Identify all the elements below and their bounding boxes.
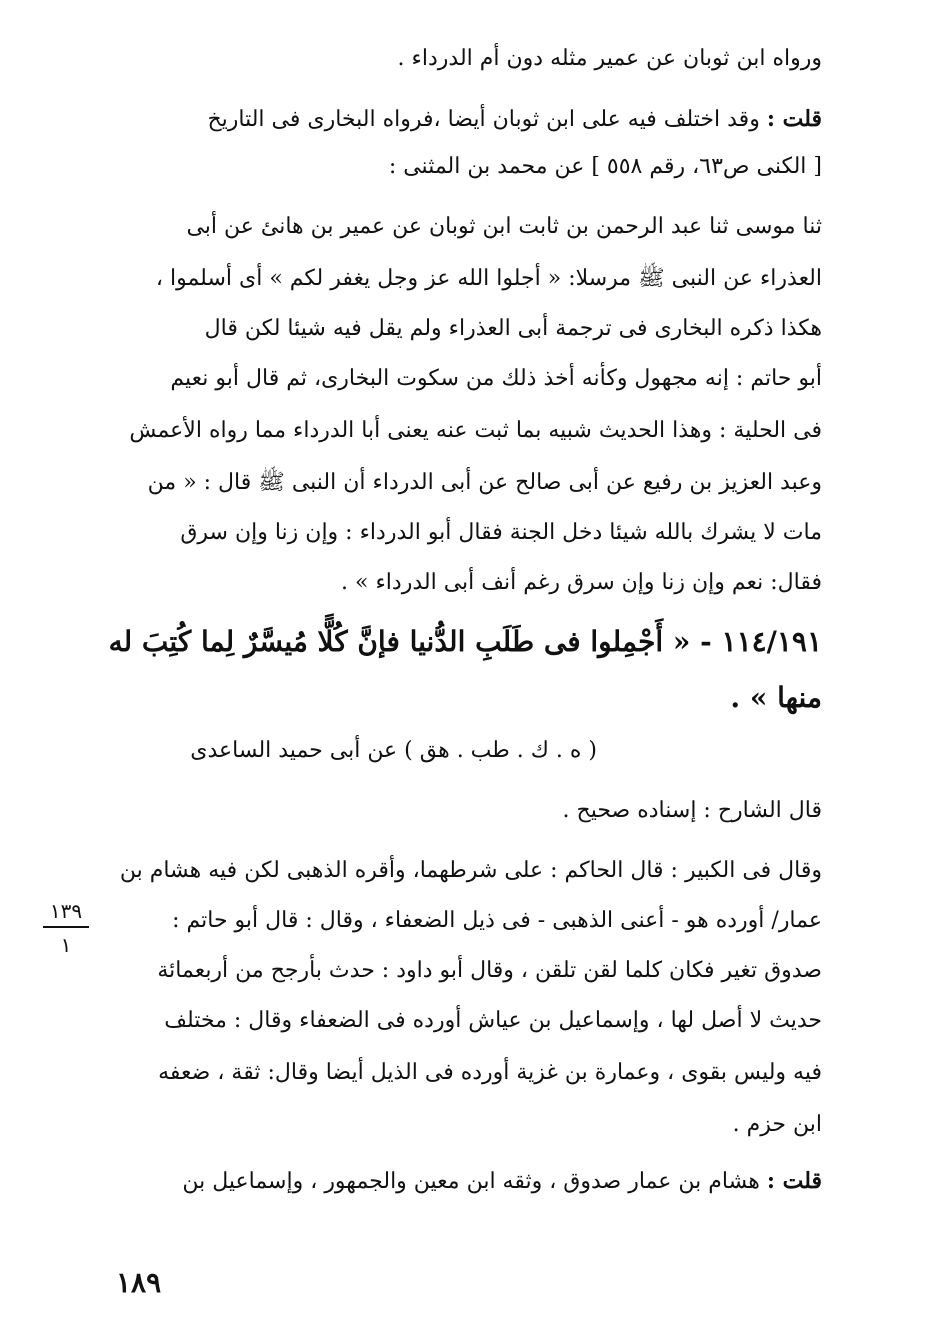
- text-line-5: العذراء عن النبى ﷺ مرسلا: « أجلوا الله عز وجل يغفر لكم » أى أسلموا ،: [155, 266, 822, 291]
- text-line-7: أبو حاتم : إنه مجهول وكأنه أخذ ذلك من سكوت البخارى، ثم قال أبو نعيم: [170, 366, 822, 391]
- text-line-1: ورواه ابن ثوبان عن عمير مثله دون أم الدرداء .: [397, 46, 822, 71]
- page-number: ١٨٩: [116, 1266, 162, 1299]
- text-line-2-body: وقد اختلف فيه على ابن ثوبان أيضا ،فرواه البخارى فى التاريخ: [207, 107, 760, 132]
- text-line-17: صدوق تغير فكان كلما لقن تلقن ، وقال أبو داود : حدث بأرجح من أربعمائة: [157, 958, 822, 983]
- text-line-21: [182, 1166, 822, 1197]
- text-line-3: [ الكنى ص٦٣، رقم ٥٥٨ ] عن محمد بن المثنى :: [388, 154, 822, 179]
- margin-page-top: ١٣٩: [49, 899, 83, 923]
- text-line-14: قال الشارح : إسناده صحيح .: [562, 798, 822, 823]
- text-line-21-body: هشام بن عمار صدوق ، وثقه ابن معين والجمهور ، وإسماعيل بن: [182, 1169, 760, 1194]
- text-line-15: وقال فى الكبير : قال الحاكم : على شرطهما، وأقره الذهبى لكن فيه هشام بن: [119, 858, 822, 883]
- text-line-9: وعبد العزيز بن رفيع عن أبى صالح عن أبى الدرداء أن النبى ﷺ قال : « من: [147, 470, 822, 495]
- text-line-18: حديث لا أصل لها ، وإسماعيل بن عياش أورده فى الضعفاء وقال : مختلف: [164, 1008, 822, 1033]
- text-line-10: مات لا يشرك بالله شيئا دخل الجنة فقال أبو الدرداء : وإن زنا وإن سرق: [180, 520, 822, 545]
- margin-page-reference: [36, 898, 96, 958]
- text-line-16: عمار/ أورده هو - أعنى الذهبى - فى ذيل الضعفاء ، وقال : قال أبو حاتم :: [172, 908, 822, 933]
- text-line-8: فى الحلية : وهذا الحديث شبيه بما ثبت عنه يعنى أبا الدرداء مما رواه الأعمش: [129, 418, 822, 443]
- qult-label-2: قلت :: [766, 1168, 822, 1194]
- text-line-4: ثنا موسى ثنا عبد الرحمن بن ثابت ابن ثوبان عن عمير بن هانئ عن أبى: [186, 214, 822, 239]
- text-line-2: [207, 104, 822, 135]
- text-line-20: ابن حزم .: [732, 1112, 822, 1137]
- hadith-line-2: منها » .: [730, 681, 822, 714]
- hadith-source: ( ه . ك . طب . هق ) عن أبى حميد الساعدى: [190, 738, 597, 763]
- text-line-19: فيه وليس بقوى ، وعمارة بن غزية أورده فى الذيل أيضا وقال: ثقة ، ضعفه: [158, 1060, 822, 1085]
- text-line-6: هكذا ذكره البخارى فى ترجمة أبى العذراء ولم يقل فيه شيئا لكن قال: [204, 316, 822, 341]
- margin-page-bottom: ١: [60, 933, 72, 957]
- hadith-line-1: ١١٤/١٩١ - « أَجْمِلوا فى طَلَبِ الدُّنيا فإنَّ كُلًّا مُيسَّرٌ لِما كُتِبَ له: [108, 625, 822, 658]
- text-line-11: فقال: نعم وإن زنا وإن سرق رغم أنف أبى الدرداء » .: [341, 570, 822, 595]
- qult-label: قلت :: [766, 106, 822, 132]
- margin-divider: [43, 926, 89, 928]
